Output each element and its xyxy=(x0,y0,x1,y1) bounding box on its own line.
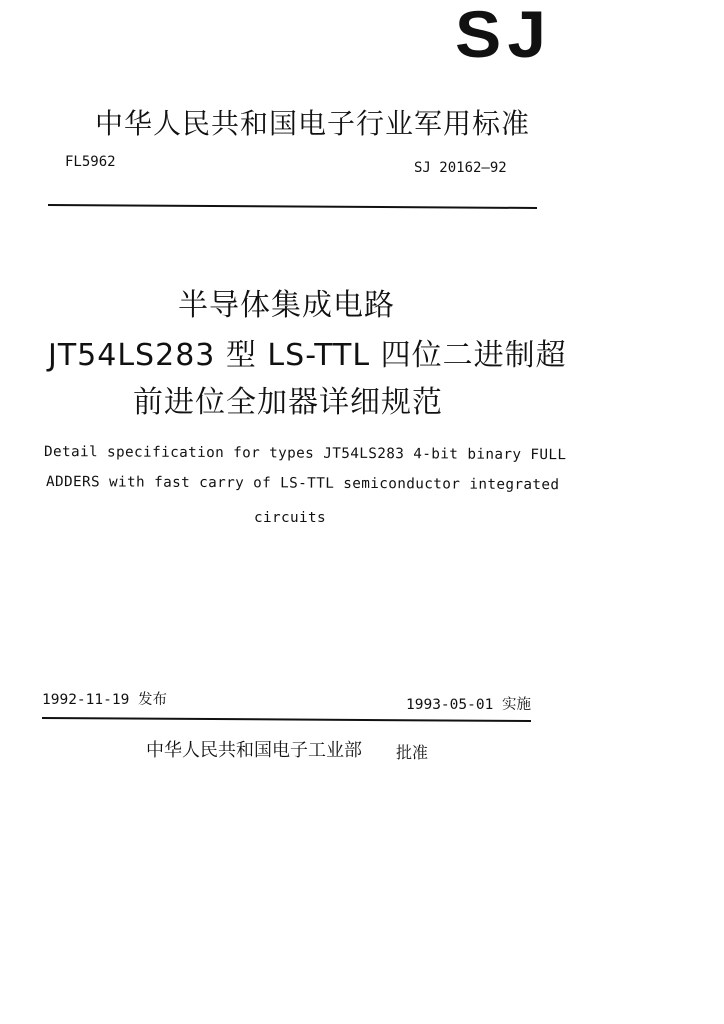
chinese-title-line-1: 半导体集成电路 xyxy=(178,288,395,323)
standard-number: SJ 20162—92 xyxy=(414,160,507,176)
issue-date: 1992-11-19 发布 xyxy=(42,692,168,708)
footer-divider xyxy=(42,717,531,722)
effective-date: 1993-05-01 实施 xyxy=(406,697,532,713)
header-divider xyxy=(48,204,537,209)
english-title-line-1: Detail specification for types JT54LS283 4-bit binary FULL xyxy=(43,444,567,464)
standard-type-heading: 中华人民共和国电子行业军用标准 xyxy=(95,107,531,140)
english-title-line-2: ADDERS with fast carry of LS-TTL semiconductor integrated xyxy=(45,474,560,494)
standard-logo: SJ xyxy=(455,0,553,71)
chinese-title-line-3: 前进位全加器详细规范 xyxy=(133,385,443,420)
english-title-line-3: circuits xyxy=(254,510,327,526)
chinese-title-line-2: JT54LS283 型 LS-TTL 四位二进制超 xyxy=(48,338,567,373)
approving-authority: 中华人民共和国电子工业部 xyxy=(146,740,362,761)
approval-label: 批准 xyxy=(396,743,429,762)
classification-code: FL5962 xyxy=(65,154,116,170)
